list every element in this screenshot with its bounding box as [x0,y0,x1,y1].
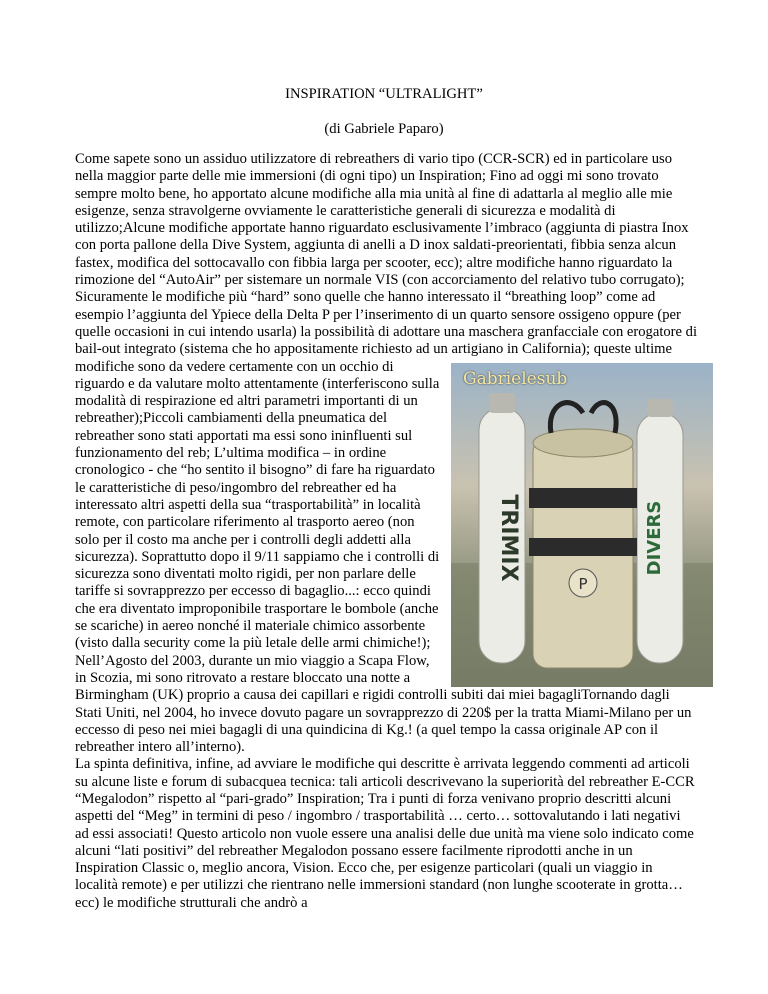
right-cylinder-label: DIVERS [644,500,665,575]
document-author: (di Gabriele Paparo) [324,121,444,137]
document-title: INSPIRATION “ULTRALIGHT” [285,86,483,102]
paragraph-2-continued: certamente con un occhio di riguardo e da valutare molto attentamente (interferiscono sulla modalità di respirazione ed altri parametri importanti di un rebreather);Piccoli cambiamenti della pneumatica del rebreather sono stati apportati ma essi sono ininfluenti sul funzionamento del reb; L’ultima modifica – in ordine cronologico - che “ho sentito il bisogno” di fare ha riguardato le caratteristiche di peso/ingombro del rebreather ed ha interessato altri aspetti della sua “trasportabilità” in località remote, con particolare riferimento al trasporto aereo (non solo per il costo ma anche per i controlli degli addetti alla sicurezza). Soprattutto dopo il 9/11 sappiamo che i controlli di sicurezza sono diventati molto rigidi, per non parlare delle tariffe si sovrapprezzo per eccesso di bagaglio...: ecco quindi che era diventato improponibile trasportare le bombole (anche se scariche) in aereo nonché il materiale chimico assorbente (visto dalla security come la più letale delle armi chimiche!); Nell’Agosto del 2003, durante un mio viaggio a Scapa Flow, in Scozia, mi sono ritrovato a restare bloccato una notte a Birmingham (UK) proprio a causa dei capillari e rigidi controlli subiti dai miei bagagliTornando dagli Stati Uniti, nel 2004, ho invece dovuto pagare un sovrapprezzo di 220$ per la tratta Miami-Milano per un eccesso di peso nei miei bagagli di una quindicina di Kg.! (a quel tempo la cassa originale AP con il rebreather intero all’interno). [75,358,692,756]
paragraph-2 [75,289,697,756]
paragraph-2-start: Sicuramente le modifiche più “hard” sono quelle che hanno interessato il “breathing loop” come ad esempio l’aggiunta del Ypiece della Delta P per l’inserimento di un quarto sensore ossigeno oppure (per quelle occasioni in cui intendo usarla) la possibilità di adottare una maschera granfacciale con erogatore di bail-out integrato (sistema che ho appositamente richiesto ad un artigiano in California); queste ultime modifiche sono da vedere [75,289,698,375]
paragraph-1: Come sapete sono un assiduo utilizzatore di rebreathers di vario tipo (CCR-SCR) ed in particolare uso nella maggior parte delle mie immersioni (di ogni tipo) un Inspiration; Fino ad oggi mi sono trovato sempre molto bene, ho apportato alcune modifiche alla mia unità al fine di adattarla al meglio alle mie esigenze, senza stravolgerne ovviamente le caratteristiche generali di sicurezza e modalità di utilizzo;Alcune modifiche apportate hanno riguardato esclusivamente l’imbraco (aggiunta di piastra Inox con porta pallone della Dive System, aggiunta di anelli a D inox saldati-preorientati, fibbia senza alcun fastex, modifica del sottocavallo con fibbia larga per scooter, ecc); altre modifiche hanno riguardato la rimozione del “AutoAir” per sistemare un normale VIS (con accorciamento del relativo tubo corrugato); [75,151,689,289]
article-body [75,151,697,912]
rebreather-photo [451,363,713,687]
rebreather-illustration [451,363,713,687]
paragraph-3: La spinta definitiva, infine, ad avviare le modifiche qui descritte è arrivata leggendo commenti ad articoli su alcune liste e forum di subacquea tecnica: tali articoli descrivevano la superiorità del rebreather E-CCR “Megalodon” rispetto al “pari-grado” Inspiration; Tra i punti di forza venivano proprio descritti alcuni aspetti del “Meg” in termini di peso / ingombro / trasportabilità … certo… sottovalutando i lati negativi ad essi associati! Questo articolo non vuole essere una analisi delle due unità ma viene solo indicato come alcuni “lati positivi” del rebreather Megalodon possano essere facilmente riprodotti anche in un Inspiration Classic o, meglio ancora, Vision. Ecco che, per esigenze particolari (quali un viaggio in località remote) e per utilizzi che rientrano nelle immersioni standard (non lunghe scooterate in grotta…ecc) le modifiche strutturali che andrò a [75,756,695,911]
left-cylinder-label: TRIMIX [496,493,521,582]
photo-watermark: Gabrielesub [463,368,568,389]
canister-letter: P [578,574,588,593]
